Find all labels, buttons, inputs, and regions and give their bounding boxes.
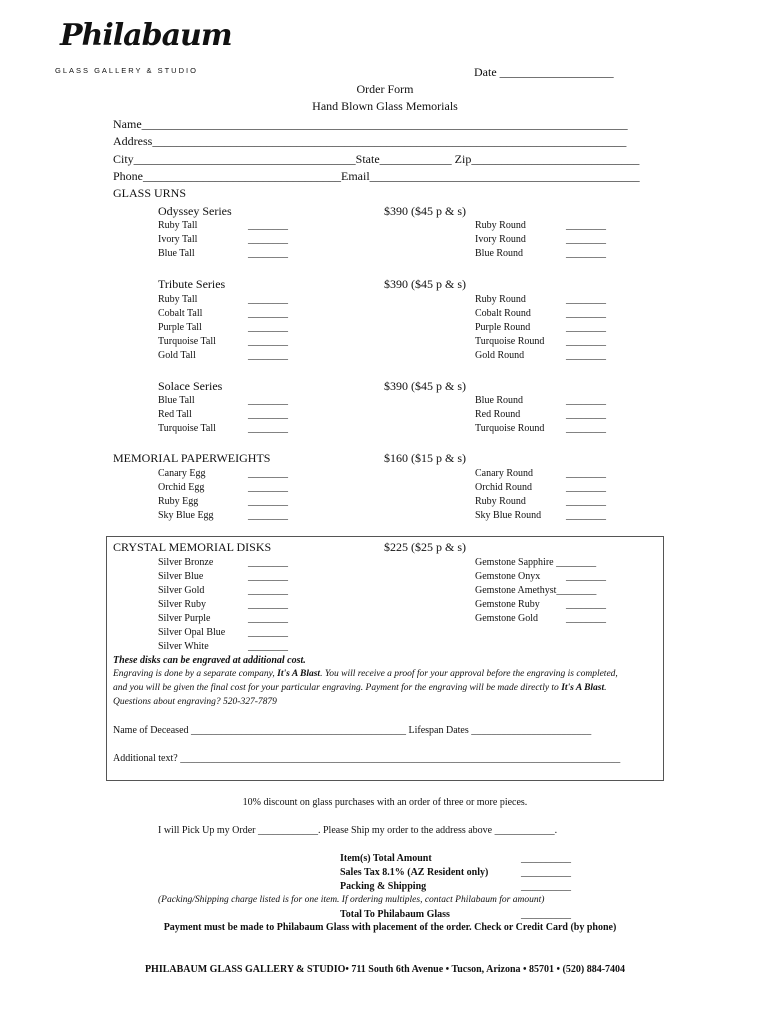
qty-blank[interactable]: ________ (566, 248, 606, 259)
qty-blank[interactable]: ________ (566, 571, 606, 582)
engrave-text-part: and you will be given the final cost for your particular engraving. Payment for the engraving will be made directly to (113, 683, 562, 693)
list-item: Silver Bronze (158, 557, 214, 568)
engrave-text-part: . You will receive a proof for your approval before the engraving is completed, (320, 669, 618, 679)
list-item: Blue Tall (158, 248, 195, 259)
total-label: Total To Philabaum Glass (340, 909, 450, 920)
qty-blank[interactable]: ________ (248, 613, 288, 624)
items-total-blank[interactable]: __________ (521, 853, 571, 864)
qty-blank[interactable]: ________ (248, 557, 288, 568)
qty-blank[interactable]: ________ (566, 395, 606, 406)
qty-blank[interactable]: ________ (566, 294, 606, 305)
list-item: Orchid Egg (158, 482, 205, 493)
list-item: Silver Blue (158, 571, 204, 582)
engrave-text-part: . (604, 683, 607, 693)
qty-blank[interactable]: ________ (248, 510, 288, 521)
address-field[interactable]: Address_______________________________________________________________________________ (113, 134, 627, 148)
list-item: Sky Blue Egg (158, 510, 214, 521)
list-item: Red Tall (158, 409, 192, 420)
qty-blank[interactable]: ________ (248, 423, 288, 434)
qty-blank[interactable]: ________ (566, 599, 606, 610)
list-item: Gemstone Sapphire ________ (475, 557, 597, 568)
date-field[interactable]: Date ___________________ (474, 65, 614, 79)
qty-blank[interactable]: ________ (248, 350, 288, 361)
list-item: Gemstone Amethyst________ (475, 585, 597, 596)
list-item: Purple Round (475, 322, 531, 333)
solace-title: Solace Series (158, 379, 223, 393)
list-item: Ivory Round (475, 234, 526, 245)
qty-blank[interactable]: ________ (248, 482, 288, 493)
engrave-text-1 (113, 669, 618, 679)
sales-tax-label: Sales Tax 8.1% (AZ Resident only) (340, 867, 489, 878)
phone-email-field[interactable]: Phone_________________________________Email_____________________________________________ (113, 169, 640, 183)
qty-blank[interactable]: ________ (248, 409, 288, 420)
payment-note: Payment must be made to Philabaum Glass with placement of the order. Check or Credit Card (by phone) (163, 922, 617, 933)
list-item: Silver Purple (158, 613, 211, 624)
list-item: Blue Tall (158, 395, 195, 406)
list-item: Silver Ruby (158, 599, 207, 610)
tribute-price: $390 ($45 p & s) (384, 277, 466, 291)
paperweights-price: $160 ($15 p & s) (384, 451, 466, 465)
packing-blank[interactable]: __________ (521, 881, 571, 892)
sales-tax-blank[interactable]: __________ (521, 867, 571, 878)
logo-tagline: GLASS GALLERY & STUDIO (55, 66, 198, 75)
list-item: Canary Egg (158, 468, 206, 479)
engrave-text-2 (113, 683, 607, 693)
list-item: Turquoise Tall (158, 336, 216, 347)
glass-urns-heading: GLASS URNS (113, 186, 187, 200)
qty-blank[interactable]: ________ (248, 308, 288, 319)
list-item: Turquoise Tall (158, 423, 216, 434)
qty-blank[interactable]: ________ (566, 336, 606, 347)
list-item: Red Round (475, 409, 521, 420)
qty-blank[interactable]: ________ (248, 322, 288, 333)
qty-blank[interactable]: ________ (248, 468, 288, 479)
qty-blank[interactable]: ________ (566, 468, 606, 479)
list-item: Gemstone Onyx (475, 571, 541, 582)
engrave-text-part: Engraving is done by a separate company, (113, 669, 278, 679)
list-item: Gold Round (475, 350, 525, 361)
list-item: Silver Opal Blue (158, 627, 226, 638)
engrave-note: These disks can be engraved at additional cost. (113, 655, 306, 666)
qty-blank[interactable]: ________ (248, 585, 288, 596)
disks-heading: CRYSTAL MEMORIAL DISKS (113, 540, 272, 554)
qty-blank[interactable]: ________ (566, 220, 606, 231)
qty-blank[interactable]: ________ (566, 423, 606, 434)
list-item: Cobalt Round (475, 308, 531, 319)
qty-blank[interactable]: ________ (566, 350, 606, 361)
odyssey-price: $390 ($45 p & s) (384, 204, 466, 218)
list-item: Ruby Tall (158, 220, 198, 231)
company-name: It's A Blast (277, 669, 321, 679)
qty-blank[interactable]: ________ (566, 510, 606, 521)
qty-blank[interactable]: ________ (248, 220, 288, 231)
tribute-title: Tribute Series (158, 277, 226, 291)
qty-blank[interactable]: ________ (248, 248, 288, 259)
qty-blank[interactable]: ________ (248, 234, 288, 245)
qty-blank[interactable]: ________ (248, 336, 288, 347)
list-item: Ruby Tall (158, 294, 198, 305)
list-item: Ruby Round (475, 220, 526, 231)
qty-blank[interactable]: ________ (248, 395, 288, 406)
city-state-zip-field[interactable]: City_____________________________________State____________ Zip____________________________ (113, 152, 640, 166)
qty-blank[interactable]: ________ (248, 641, 288, 652)
qty-blank[interactable]: ________ (248, 496, 288, 507)
list-item: Gemstone Gold (475, 613, 539, 624)
list-item: Blue Round (475, 248, 524, 259)
name-field[interactable]: Name_________________________________________________________________________________ (113, 117, 628, 131)
qty-blank[interactable]: ________ (566, 613, 606, 624)
qty-blank[interactable]: ________ (566, 482, 606, 493)
list-item: Sky Blue Round (475, 510, 542, 521)
pickup-ship-line[interactable]: I will Pick Up my Order ____________. Please Ship my order to the address above ____________. (158, 825, 558, 836)
qty-blank[interactable]: ________ (566, 409, 606, 420)
list-item: Silver White (158, 641, 209, 652)
list-item: Turquoise Round (475, 423, 545, 434)
qty-blank[interactable]: ________ (566, 322, 606, 333)
packing-label: Packing & Shipping (340, 881, 427, 892)
odyssey-title: Odyssey Series (158, 204, 232, 218)
qty-blank[interactable]: ________ (248, 294, 288, 305)
company-logo: Philabaum (60, 18, 232, 53)
qty-blank[interactable]: ________ (248, 627, 288, 638)
list-item: Gemstone Ruby (475, 599, 540, 610)
packing-note: (Packing/Shipping charge listed is for one item. If ordering multiples, contact Philabaum for amount) (158, 895, 545, 905)
disks-price: $225 ($25 p & s) (384, 540, 466, 554)
deceased-field[interactable]: Name of Deceased ___________________________________________ Lifespan Dates ________________________ (113, 725, 592, 736)
list-item: Gold Tall (158, 350, 196, 361)
list-item: Canary Round (475, 468, 534, 479)
list-item: Turquoise Round (475, 336, 545, 347)
total-blank[interactable]: __________ (521, 909, 571, 920)
discount-note: 10% discount on glass purchases with an order of three or more pieces. (242, 797, 528, 808)
solace-price: $390 ($45 p & s) (384, 379, 466, 393)
list-item: Ruby Egg (158, 496, 199, 507)
footer-address: PHILABAUM GLASS GALLERY & STUDIO• 711 South 6th Avenue • Tucson, Arizona • 85701 • (520) 884-7404 (144, 964, 626, 975)
qty-blank[interactable]: ________ (566, 496, 606, 507)
list-item: Ivory Tall (158, 234, 198, 245)
qty-blank[interactable]: ________ (248, 571, 288, 582)
list-item: Ruby Round (475, 294, 526, 305)
form-title: Order Form (356, 82, 414, 96)
company-name: It's A Blast (561, 683, 605, 693)
list-item: Blue Round (475, 395, 524, 406)
qty-blank[interactable]: ________ (248, 599, 288, 610)
additional-text-field[interactable]: Additional text? ________________________________________________________________________________________ (113, 753, 621, 764)
list-item: Cobalt Tall (158, 308, 203, 319)
list-item: Silver Gold (158, 585, 205, 596)
form-subtitle: Hand Blown Glass Memorials (312, 99, 458, 113)
qty-blank[interactable]: ________ (566, 234, 606, 245)
qty-blank[interactable]: ________ (566, 308, 606, 319)
list-item: Ruby Round (475, 496, 526, 507)
list-item: Purple Tall (158, 322, 202, 333)
engrave-questions: Questions about engraving? 520-327-7879 (113, 697, 277, 707)
paperweights-heading: MEMORIAL PAPERWEIGHTS (113, 451, 271, 465)
items-total-label: Item(s) Total Amount (340, 853, 432, 864)
list-item: Orchid Round (475, 482, 532, 493)
